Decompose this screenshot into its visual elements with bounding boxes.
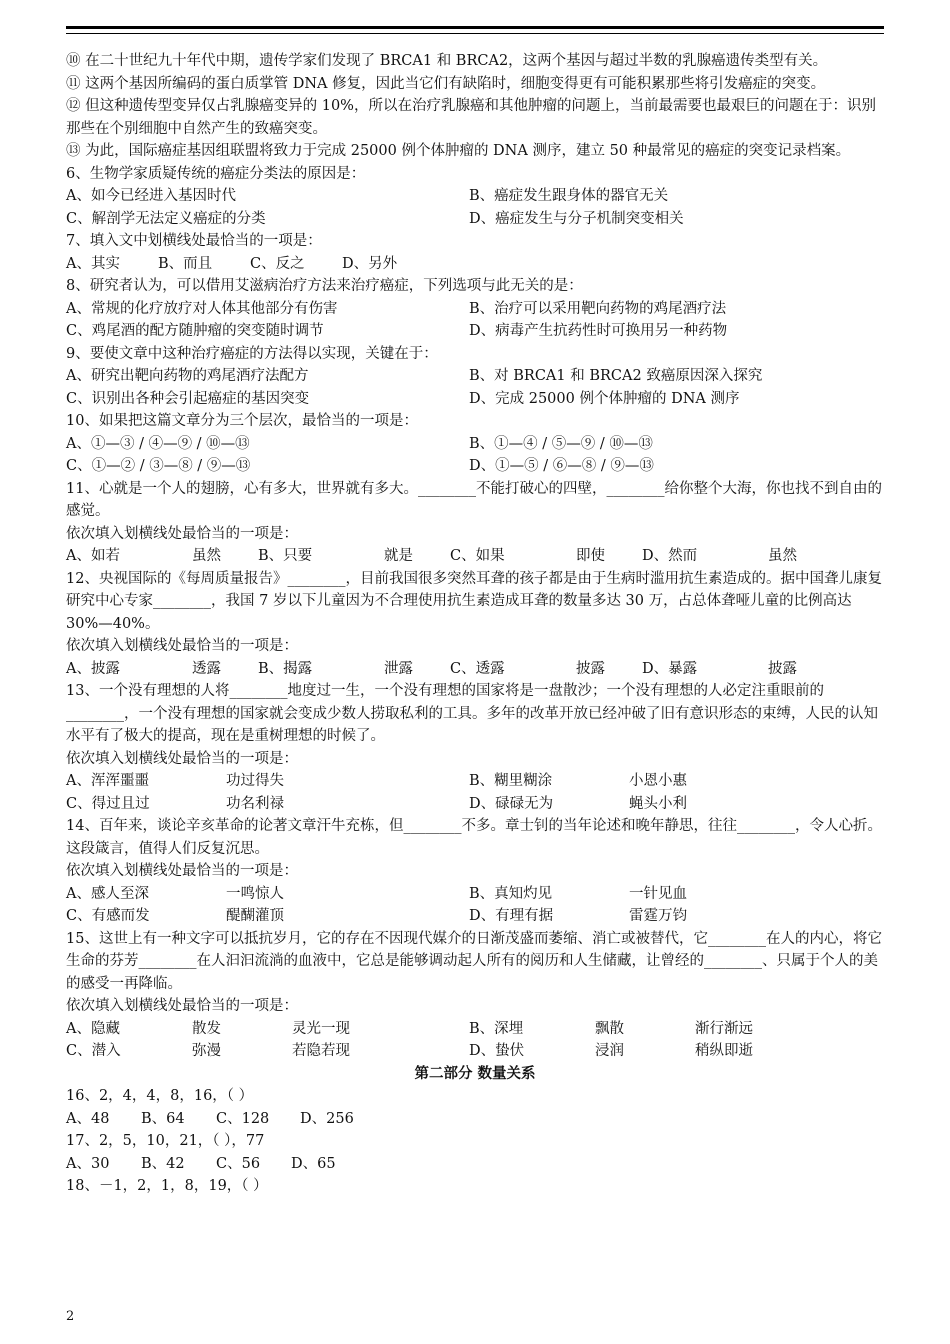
question-16-options [66, 1108, 884, 1131]
passage-paragraph-12: ⑫ 但这种遗传型变异仅占乳腺癌变异的 10%，所以在治疗乳腺癌和其他肿瘤的问题上，当前最需要也最艰巨的问题在于：识别那些在个别细胞中自然产生的致癌突变。 [66, 98, 876, 137]
option-d-word-1: D、然而 [642, 548, 698, 564]
option-a: A、研究出靶向药物的鸡尾酒疗法配方 [66, 368, 309, 384]
question-6-options-row-1 [66, 185, 884, 208]
option-a: A、如今已经进入基因时代 [66, 188, 236, 204]
question-12-options [66, 658, 884, 681]
question-13-prompt: 依次填入划横线处最恰当的一项是： [66, 750, 298, 767]
option-c-word-1: C、得过且过 [66, 795, 150, 812]
option-c: C、①—② / ③—⑧ / ⑨—⑬ [66, 458, 251, 474]
page-number: 2 [66, 1309, 75, 1324]
option-a: A、48 [66, 1110, 110, 1127]
question-15-options-row-1 [66, 1018, 884, 1041]
option-c: C、解剖学无法定义癌症的分类 [66, 210, 266, 227]
option-c-word-1: C、透露 [450, 660, 505, 677]
question-17-stem: 17、2，5，10，21，（ ），77 [66, 1133, 265, 1149]
option-b: B、42 [141, 1155, 185, 1172]
option-c: C、56 [216, 1155, 261, 1172]
question-10-stem: 10、如果把这篇文章分为三个层次，最恰当的一项是： [66, 413, 418, 429]
option-b: B、治疗可以采用靶向药物的鸡尾酒疗法 [469, 300, 727, 317]
question-6-options-row-2 [66, 208, 884, 231]
question-16-stem: 16、2，4，4，8，16，（ ） [66, 1088, 254, 1104]
passage-paragraph-11: ⑪ 这两个基因所编码的蛋白质掌管 DNA 修复，因此当它们有缺陷时，细胞变得更有可能积累那些将引发癌症的突变。 [66, 75, 826, 92]
option-d-word-2: 浸润 [595, 1043, 624, 1059]
question-8-options-row-1 [66, 298, 884, 321]
option-d: D、另外 [342, 255, 398, 272]
question-11-options [66, 545, 884, 568]
question-13-stem: 13、一个没有理想的人将________地度过一生，一个没有理想的国家将是一盘散沙；一个没有理想的人必定注重眼前的________，一个没有理想的国家就会变成少数人捞取私利的工具。多年的改革开放已经冲破了旧有意识形态的束缚，人民的认知水平有了极大的提高，现在是重树理想的时候了。 [66, 683, 878, 744]
question-11-stem: 11、心就是一个人的翅膀，心有多大，世界就有多大。________不能打破心的四壁，________给你整个大海，你也找不到自由的感觉。 [66, 480, 882, 519]
question-9-stem: 9、要使文章中这种治疗癌症的方法得以实现，关键在于： [66, 345, 438, 362]
option-c-word-1: C、如果 [450, 548, 505, 564]
option-d: D、①—⑤ / ⑥—⑧ / ⑨—⑬ [469, 458, 654, 474]
passage-paragraph-13: ⑬ 为此，国际癌症基因组联盟将致力于完成 25000 例个体肿瘤的 DNA 测序，建立 50 种最常见的癌症的突变记录档案。 [66, 143, 851, 159]
question-14-options-row-1 [66, 883, 884, 906]
option-b-word-3: 渐行渐远 [695, 1020, 753, 1037]
option-a-word-1: A、浑浑噩噩 [66, 773, 149, 789]
option-d: D、完成 25000 例个体肿瘤的 DNA 测序 [469, 390, 740, 407]
question-13-options-row-1 [66, 770, 884, 793]
question-9-options-row-1 [66, 365, 884, 388]
option-a-word-3: 灵光一现 [292, 1020, 350, 1037]
option-b-word-2: 小恩小惠 [629, 773, 687, 789]
option-b-word-1: B、真知灼见 [469, 885, 553, 902]
question-15-options-row-2 [66, 1040, 884, 1063]
page-content [66, 50, 884, 1198]
header-rule-thick [66, 26, 884, 29]
option-b: B、64 [141, 1110, 185, 1127]
option-d-word-1: D、暴露 [642, 660, 698, 677]
passage-paragraph-10: ⑩ 在二十世纪九十年代中期，遗传学家们发现了 BRCA1 和 BRCA2，这两个基因与超过半数的乳腺癌遗传类型有关。 [66, 53, 828, 69]
question-15-prompt: 依次填入划横线处最恰当的一项是： [66, 998, 298, 1014]
question-10-options-row-2 [66, 455, 884, 478]
option-a-word-2: 透露 [192, 660, 221, 677]
question-15-stem: 15、这世上有一种文字可以抵抗岁月，它的存在不因现代媒介的日渐茂盛而萎缩、消亡或被替代，它________在人的内心，将它生命的芬芳________在人汩汩流淌的血液中，它总是能够调动起人所有的阅历和人生储藏，让曾经的________、只属于个人的美的感受一再降临。 [66, 930, 882, 992]
option-c-word-2: 即使 [576, 548, 605, 564]
option-a-word-2: 功过得失 [226, 773, 284, 789]
option-a-word-1: A、感人至深 [66, 885, 149, 902]
option-d-word-1: D、有理有据 [469, 908, 554, 924]
option-b-word-2: 飘散 [595, 1020, 624, 1037]
option-d-word-1: D、碌碌无为 [469, 795, 554, 812]
option-c-word-2: 醍醐灌顶 [226, 908, 284, 924]
question-10-options-row-1 [66, 433, 884, 456]
option-c-word-2: 弥漫 [192, 1043, 221, 1059]
option-c: C、鸡尾酒的配方随肿瘤的突变随时调节 [66, 323, 324, 339]
option-a: A、常规的化疗放疗对人体其他部分有伤害 [66, 300, 338, 317]
option-a: A、①—③ / ④—⑨ / ⑩—⑬ [66, 435, 250, 452]
question-7-stem: 7、填入文中划横线处最恰当的一项是： [66, 233, 322, 249]
option-b: B、而且 [158, 255, 213, 272]
option-d: D、癌症发生与分子机制突变相关 [469, 210, 684, 227]
option-a-word-2: 一鸣惊人 [226, 885, 284, 902]
option-b-word-2: 就是 [384, 548, 413, 564]
option-a-word-2: 虽然 [192, 548, 221, 564]
option-c: C、反之 [250, 255, 305, 272]
option-d: D、256 [300, 1110, 354, 1127]
section-title: 第二部分 数量关系 [414, 1064, 536, 1082]
question-7-options [66, 253, 884, 276]
option-d-word-3: 稍纵即逝 [695, 1043, 753, 1059]
question-12-prompt: 依次填入划横线处最恰当的一项是： [66, 638, 298, 654]
question-8-stem: 8、研究者认为，可以借用艾滋病治疗方法来治疗癌症，下列选项与此无关的是： [66, 278, 583, 294]
option-a-word-1: A、隐藏 [66, 1020, 120, 1037]
option-a-word-2: 散发 [192, 1020, 221, 1037]
question-14-stem: 14、百年来，谈论辛亥革命的论著文章汗牛充栋，但________不多。章士钊的当年论述和晚年静思，往往________，令人心折。这段箴言，值得人们反复沉思。 [66, 818, 882, 857]
option-c-word-3: 若隐若现 [292, 1043, 350, 1059]
option-a-word-1: A、如若 [66, 548, 120, 564]
option-b-word-1: B、糊里糊涂 [469, 773, 553, 789]
question-14-prompt: 依次填入划横线处最恰当的一项是： [66, 863, 298, 879]
option-d-word-2: 虽然 [768, 548, 797, 564]
option-b-word-1: B、揭露 [258, 660, 313, 677]
option-b: B、对 BRCA1 和 BRCA2 致癌原因深入探究 [469, 368, 763, 384]
question-6-stem: 6、生物学家质疑传统的癌症分类法的原因是： [66, 165, 366, 182]
question-18-stem: 18、－1，2，1，8，19，（ ） [66, 1178, 268, 1194]
question-17-options [66, 1153, 884, 1176]
option-d-word-2: 蝇头小利 [629, 795, 687, 812]
question-14-options-row-2 [66, 905, 884, 928]
option-c-word-2: 披露 [576, 660, 605, 677]
option-c-word-2: 功名利禄 [226, 795, 284, 812]
option-b: B、①—④ / ⑤—⑨ / ⑩—⑬ [469, 435, 653, 452]
option-b-word-2: 一针见血 [629, 885, 687, 902]
header-rule-thin [66, 33, 884, 34]
question-12-stem: 12、央视国际的《每周质量报告》________，目前我国很多突然耳聋的孩子都是由于生病时滥用抗生素造成的。据中国聋儿康复研究中心专家________，我国 7 岁以下儿童因为不合理使用抗生素造成耳聋的数量多达 30 万，占总体聋哑儿童的比例高达 30%—40%。 [66, 570, 882, 632]
option-c-word-1: C、有感而发 [66, 908, 150, 924]
option-d-word-1: D、蛰伏 [469, 1043, 525, 1059]
option-c: C、128 [216, 1110, 270, 1127]
option-d: D、病毒产生抗药性时可换用另一种药物 [469, 323, 728, 339]
option-a: A、其实 [66, 255, 120, 272]
option-d-word-2: 雷霆万钧 [629, 908, 687, 924]
option-b-word-1: B、深埋 [469, 1020, 524, 1037]
option-c-word-1: C、潜入 [66, 1043, 121, 1059]
question-9-options-row-2 [66, 388, 884, 411]
option-a: A、30 [66, 1155, 110, 1172]
option-d-word-2: 披露 [768, 660, 797, 677]
option-d: D、65 [291, 1155, 336, 1172]
option-a-word-1: A、披露 [66, 660, 120, 677]
question-11-prompt: 依次填入划横线处最恰当的一项是： [66, 525, 298, 542]
option-b: B、癌症发生跟身体的器官无关 [469, 188, 669, 204]
option-b-word-1: B、只要 [258, 548, 313, 564]
question-8-options-row-2 [66, 320, 884, 343]
option-c: C、识别出各种会引起癌症的基因突变 [66, 390, 310, 407]
option-b-word-2: 泄露 [384, 660, 413, 677]
question-13-options-row-2 [66, 793, 884, 816]
